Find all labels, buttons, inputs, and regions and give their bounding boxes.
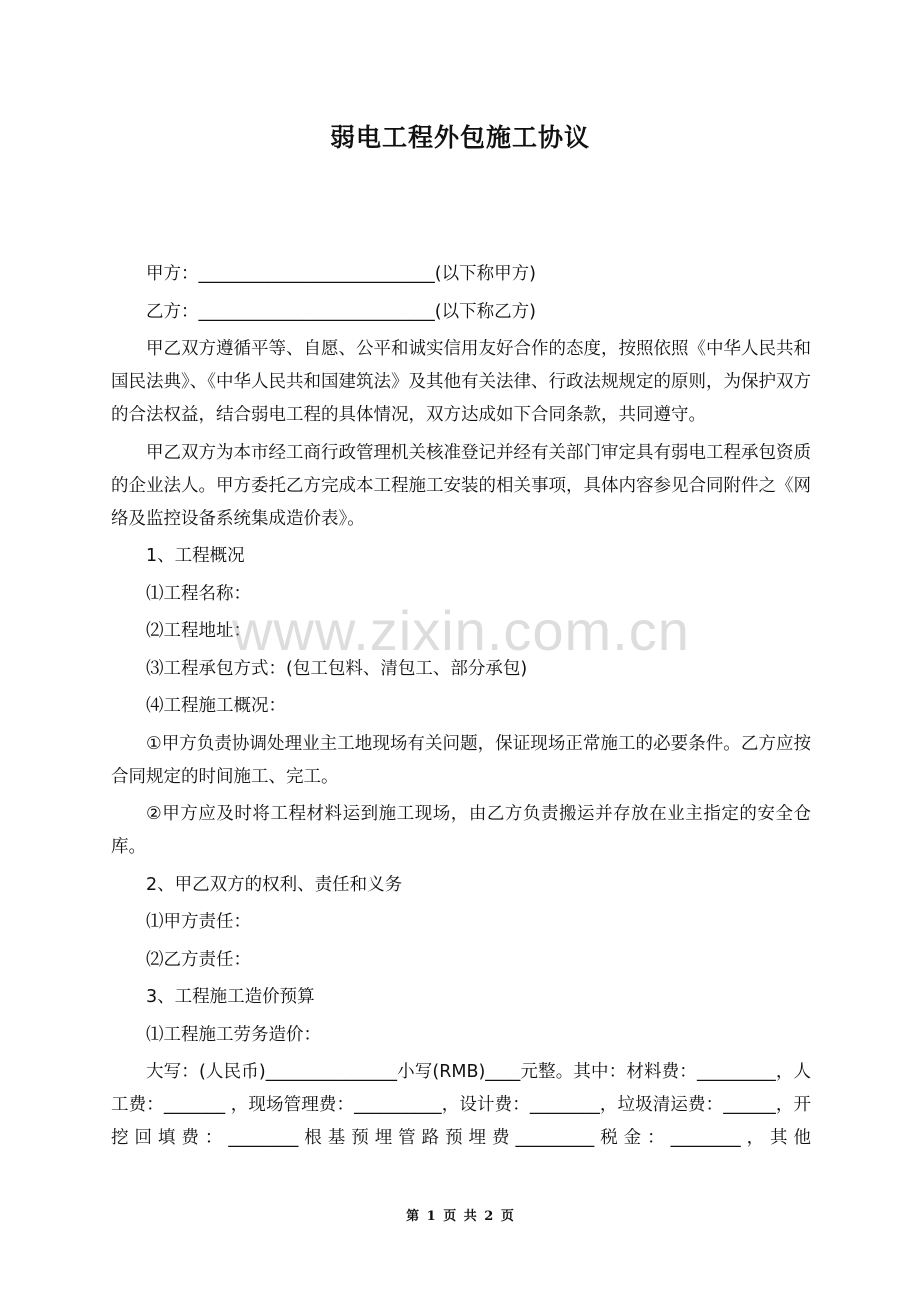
party-a-duty-line: ⑴甲方责任： bbox=[146, 912, 251, 932]
page-footer: 第 1 页 共 2 页 bbox=[406, 1209, 514, 1224]
amount-breakdown-paragraph: 大写：(人民币)_______________小写(RMB)____元整。其中：材料费：_________，人工费：_______ ，现场管理费：__________，设计费：________，垃圾清运费：______，开挖回填费：________根基预埋管路预埋费_________税金：________，其他 bbox=[111, 1062, 811, 1148]
qualification-paragraph: 甲乙双方为本市经工商行政管理机关核准登记并经有关部门审定具有弱电工程承包资质的企业法人。甲方委托乙方完成本工程施工安装的相关事项，具体内容参见合同附件之《网络及监控设备系统集成造价表》。 bbox=[111, 442, 811, 529]
section-3-heading: 3、工程施工造价预算 bbox=[146, 987, 315, 1007]
preamble-paragraph: 甲乙双方遵循平等、自愿、公平和诚实信用友好合作的态度，按照依照《中华人民共和国民法典》、《中华人民共和国建筑法》及其他有关法律、行政法规规定的原则，为保护双方的合法权益，结合弱电工程的具体情况，双方达成如下合同条款，共同遵守。 bbox=[111, 339, 811, 425]
watermark-text: www.zixin.com.cn bbox=[232, 599, 690, 662]
document-body bbox=[111, 258, 811, 1160]
document-title: 弱电工程外包施工协议 bbox=[329, 123, 590, 152]
party-b-duty-line: ⑵乙方责任： bbox=[146, 949, 251, 970]
section-2-heading: 2、甲乙双方的权利、责任和义务 bbox=[146, 874, 403, 895]
contract-method-line: ⑶工程承包方式：(包工包料、清包工、部分承包) bbox=[146, 658, 528, 679]
section-1-heading: 1、工程概况 bbox=[146, 546, 245, 566]
construction-overview-line: ⑷工程施工概况： bbox=[146, 696, 286, 716]
overview-item-1: ①甲方负责协调处理业主工地现场有关问题，保证现场正常施工的必要条件。乙方应按合同规定的时间施工、完工。 bbox=[111, 733, 811, 787]
party-a-line: 甲方：___________________________(以下称甲方) bbox=[146, 264, 536, 284]
project-address-line: ⑵工程地址： bbox=[146, 621, 251, 641]
labor-cost-line: ⑴工程施工劳务造价： bbox=[146, 1024, 321, 1045]
party-b-line: 乙方：___________________________(以下称乙方) bbox=[146, 301, 536, 322]
overview-item-2: ②甲方应及时将工程材料运到施工现场，由乙方负责搬运并存放在业主指定的安全仓库。 bbox=[111, 804, 811, 857]
project-name-line: ⑴工程名称： bbox=[146, 583, 251, 604]
